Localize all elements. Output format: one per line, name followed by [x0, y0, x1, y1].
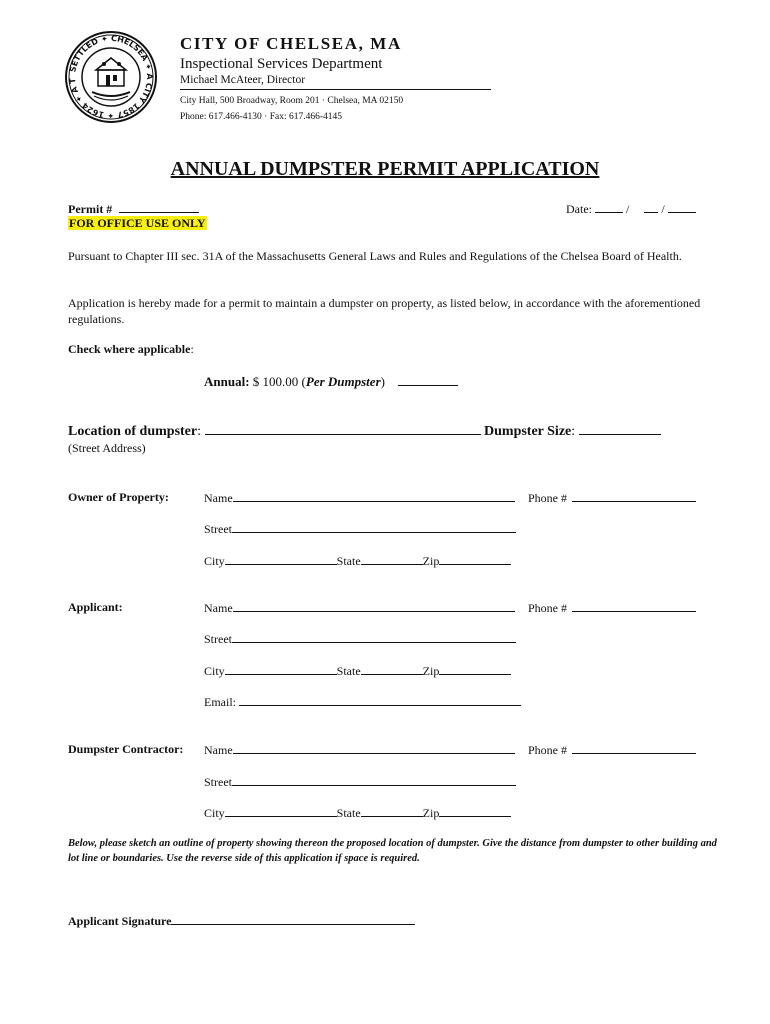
check-applicable-colon: :	[190, 342, 194, 356]
location-row	[68, 423, 661, 440]
check-applicable-row	[68, 342, 194, 357]
owner-phone-label: Phone #	[528, 491, 567, 505]
signature-row	[68, 913, 415, 929]
owner-name-row	[204, 490, 515, 506]
form-title: ANNUAL DUMPSTER PERMIT APPLICATION	[170, 158, 600, 180]
contractor-phone-label: Phone #	[528, 743, 567, 757]
applicant-email-field[interactable]	[239, 694, 521, 706]
applicant-city-label: City	[204, 664, 225, 678]
owner-street-row	[204, 521, 516, 537]
contractor-section-label: Dumpster Contractor:	[68, 742, 184, 756]
contractor-zip-field[interactable]	[439, 805, 511, 817]
contractor-name-field[interactable]	[233, 742, 515, 754]
owner-state-label: State	[336, 554, 361, 568]
contractor-state-label: State	[336, 806, 361, 820]
owner-name-label: Name	[204, 491, 233, 505]
date-year-field[interactable]	[668, 201, 696, 213]
office-address: City Hall, 500 Broadway, Room 201 · Chelsea, MA 02150	[180, 96, 404, 106]
applicant-city-row	[204, 663, 511, 679]
date-day-field[interactable]	[644, 201, 658, 213]
applicant-street-label: Street	[204, 632, 232, 646]
contractor-street-label: Street	[204, 775, 232, 789]
owner-city-row	[204, 553, 511, 569]
location-field[interactable]	[205, 423, 481, 435]
annual-label: Annual:	[204, 374, 250, 389]
contractor-name-row	[204, 742, 515, 758]
applicant-email-row	[204, 694, 521, 710]
check-applicable-label: Check where applicable	[68, 342, 191, 356]
applicant-state-label: State	[336, 664, 361, 678]
owner-zip-field[interactable]	[439, 553, 511, 565]
permit-number-label: Permit #	[68, 202, 113, 216]
dumpster-size-colon: :	[571, 424, 576, 439]
contractor-phone-field[interactable]	[572, 742, 696, 754]
applicant-name-field[interactable]	[233, 600, 515, 612]
permit-number-field[interactable]	[119, 201, 199, 213]
location-colon: :	[197, 424, 202, 439]
applicant-city-field[interactable]	[225, 663, 337, 675]
location-sublabel: (Street Address)	[68, 441, 146, 455]
applicant-email-label: Email:	[204, 695, 236, 709]
owner-phone-field[interactable]	[572, 490, 696, 502]
signature-field[interactable]	[171, 913, 415, 925]
applicant-street-row	[204, 631, 516, 647]
location-label: Location of dumpster	[68, 424, 198, 439]
owner-zip-label: Zip	[422, 554, 440, 568]
office-use-banner	[68, 216, 207, 231]
contractor-zip-label: Zip	[422, 806, 440, 820]
contractor-street-field[interactable]	[232, 774, 516, 786]
date-label: Date:	[566, 202, 592, 216]
annual-check-field[interactable]	[398, 374, 458, 386]
date-month-field[interactable]	[595, 201, 623, 213]
owner-state-field[interactable]	[361, 553, 423, 565]
contractor-phone-row	[528, 742, 696, 758]
application-paragraph: Application is hereby made for a permit to maintain a dumpster on property, as listed below, in accordance with the aforementioned regulations.	[68, 296, 701, 326]
owner-city-label: City	[204, 554, 225, 568]
annual-price: $ 100.00	[252, 374, 299, 389]
sketch-instructions: Below, please sketch an outline of property showing thereon the proposed location of dumpster. Give the distance from dumpster to other building and lot line or boundaries. Use the reverse side of this application if space is required.	[68, 838, 717, 864]
department-name: Inspectional Services Department	[180, 56, 383, 72]
owner-city-field[interactable]	[225, 553, 337, 565]
applicant-phone-row	[528, 600, 696, 616]
applicant-zip-label: Zip	[422, 664, 440, 678]
contractor-city-label: City	[204, 806, 225, 820]
contractor-city-row	[204, 805, 511, 821]
city-name: CITY OF CHELSEA, MA	[180, 34, 402, 53]
contractor-name-label: Name	[204, 743, 233, 757]
contractor-city-field[interactable]	[225, 805, 337, 817]
owner-street-field[interactable]	[232, 521, 516, 533]
contractor-street-row	[204, 774, 516, 790]
applicant-name-row	[204, 600, 515, 616]
applicant-phone-field[interactable]	[572, 600, 696, 612]
dumpster-size-field[interactable]	[579, 423, 661, 435]
annual-fee-row: Annual: $ 100.00 (Per Dumpster)	[204, 374, 458, 390]
annual-per-dumpster: Per Dumpster	[305, 374, 381, 389]
owner-phone-row	[528, 490, 696, 506]
owner-street-label: Street	[204, 522, 232, 536]
city-seal-graphic	[64, 30, 158, 124]
applicant-section-label: Applicant:	[68, 600, 123, 614]
applicant-state-field[interactable]	[361, 663, 423, 675]
date-slash-2: /	[661, 202, 665, 216]
applicant-phone-label: Phone #	[528, 601, 567, 615]
city-seal	[64, 30, 158, 124]
seal-emblem	[92, 58, 130, 100]
header-divider	[180, 89, 491, 90]
permit-number-row	[68, 201, 199, 217]
contractor-state-field[interactable]	[361, 805, 423, 817]
dumpster-size-label: Dumpster Size	[484, 424, 572, 439]
intro-paragraph: Pursuant to Chapter III sec. 31A of the Massachusetts General Laws and Rules and Regulations of the Chelsea Board of Health.	[68, 249, 682, 263]
director-name: Michael McAteer, Director	[180, 74, 306, 86]
applicant-street-field[interactable]	[232, 631, 516, 643]
applicant-name-label: Name	[204, 601, 233, 615]
office-use-label: FOR OFFICE USE ONLY	[69, 216, 206, 230]
date-slash-1: /	[626, 202, 630, 216]
svg-text:SETTLED ✦ CHELSEA ✦ A CITY 185: SETTLED ✦ CHELSEA ✦ A CITY 1857 ✦ 1624 ✦ A T	[67, 33, 155, 121]
signature-label: Applicant Signature	[68, 914, 172, 928]
owner-name-field[interactable]	[233, 490, 515, 502]
office-phone: Phone: 617.466-4130 · Fax: 617.466-4145	[180, 112, 343, 122]
date-row	[566, 201, 696, 217]
applicant-zip-field[interactable]	[439, 663, 511, 675]
owner-section-label: Owner of Property:	[68, 490, 169, 504]
